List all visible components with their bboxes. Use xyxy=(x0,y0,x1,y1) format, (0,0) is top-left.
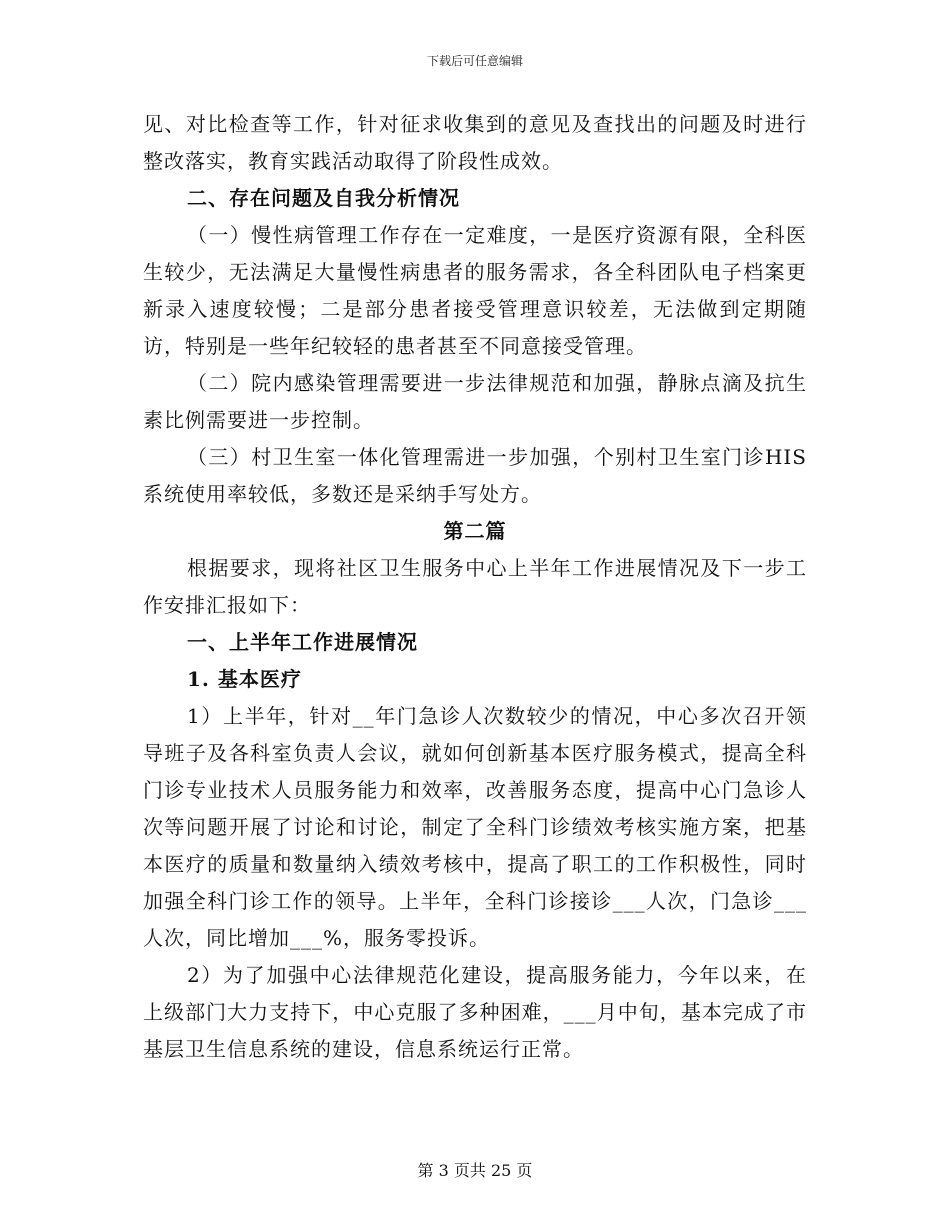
paragraph-item-2: 2）为了加强中心法律规范化建设，提高服务能力，今年以来，在上级部门大力支持下，中心克服了多种困难，___月中旬，基本完成了市基层卫生信息系统的建设，信息系统运行正常。 xyxy=(143,963,807,1061)
paragraph-problem-1: （一）慢性病管理工作存在一定难度，一是医疗资源有限，全科医生较少，无法满足大量慢性病患者的服务需求，各全科团队电子档案更新录入速度较慢；二是部分患者接受管理意识较差，无法做到定期随访，特别是一些年纪较轻的患者甚至不同意接受管理。 xyxy=(143,223,807,358)
page-number: 第 3 页共 25 页 xyxy=(417,1161,533,1180)
section-heading-progress: 一、上半年工作进展情况 xyxy=(187,630,418,654)
paragraph-intro: 根据要求，现将社区卫生服务中心上半年工作进展情况及下一步工作安排汇报如下： xyxy=(143,556,807,617)
paragraph-problem-2: （二）院内感染管理需要进一步法律规范和加强，静脉点滴及抗生素比例需要进一步控制。 xyxy=(143,371,807,432)
subsection-heading-basic-medical: 1. 基本医疗 xyxy=(187,667,302,691)
page-header-note: 下载后可任意编辑 xyxy=(426,54,523,68)
paragraph-continuation: 见、对比检查等工作，针对征求收集到的意见及查找出的问题及时进行整改落实，教育实践活动取得了阶段性成效。 xyxy=(143,112,807,173)
paragraph-item-1: 1）上半年，针对__年门急诊人次数较少的情况，中心多次召开领导班子及各科室负责人会议，就如何创新基本医疗服务模式，提高全科门诊专业技术人员服务能力和效率，改善服务态度，提高中心门急诊人次等问题开展了讨论和讨论，制定了全科门诊绩效考核实施方案，把基本医疗的质量和数量纳入绩效考核中，提高了职工的工作积极性，同时加强全科门诊工作的领导。上半年，全科门诊接诊___人次，门急诊___人次，同比增加___%，服务零投诉。 xyxy=(143,704,807,950)
document-body xyxy=(143,106,807,1068)
paragraph-problem-3: （三）村卫生室一体化管理需进一步加强，个别村卫生室门诊HIS系统使用率较低，多数还是采纳手写处方。 xyxy=(143,445,807,506)
section-heading-problems: 二、存在问题及自我分析情况 xyxy=(187,186,460,210)
chapter-title: 第二篇 xyxy=(443,519,507,543)
